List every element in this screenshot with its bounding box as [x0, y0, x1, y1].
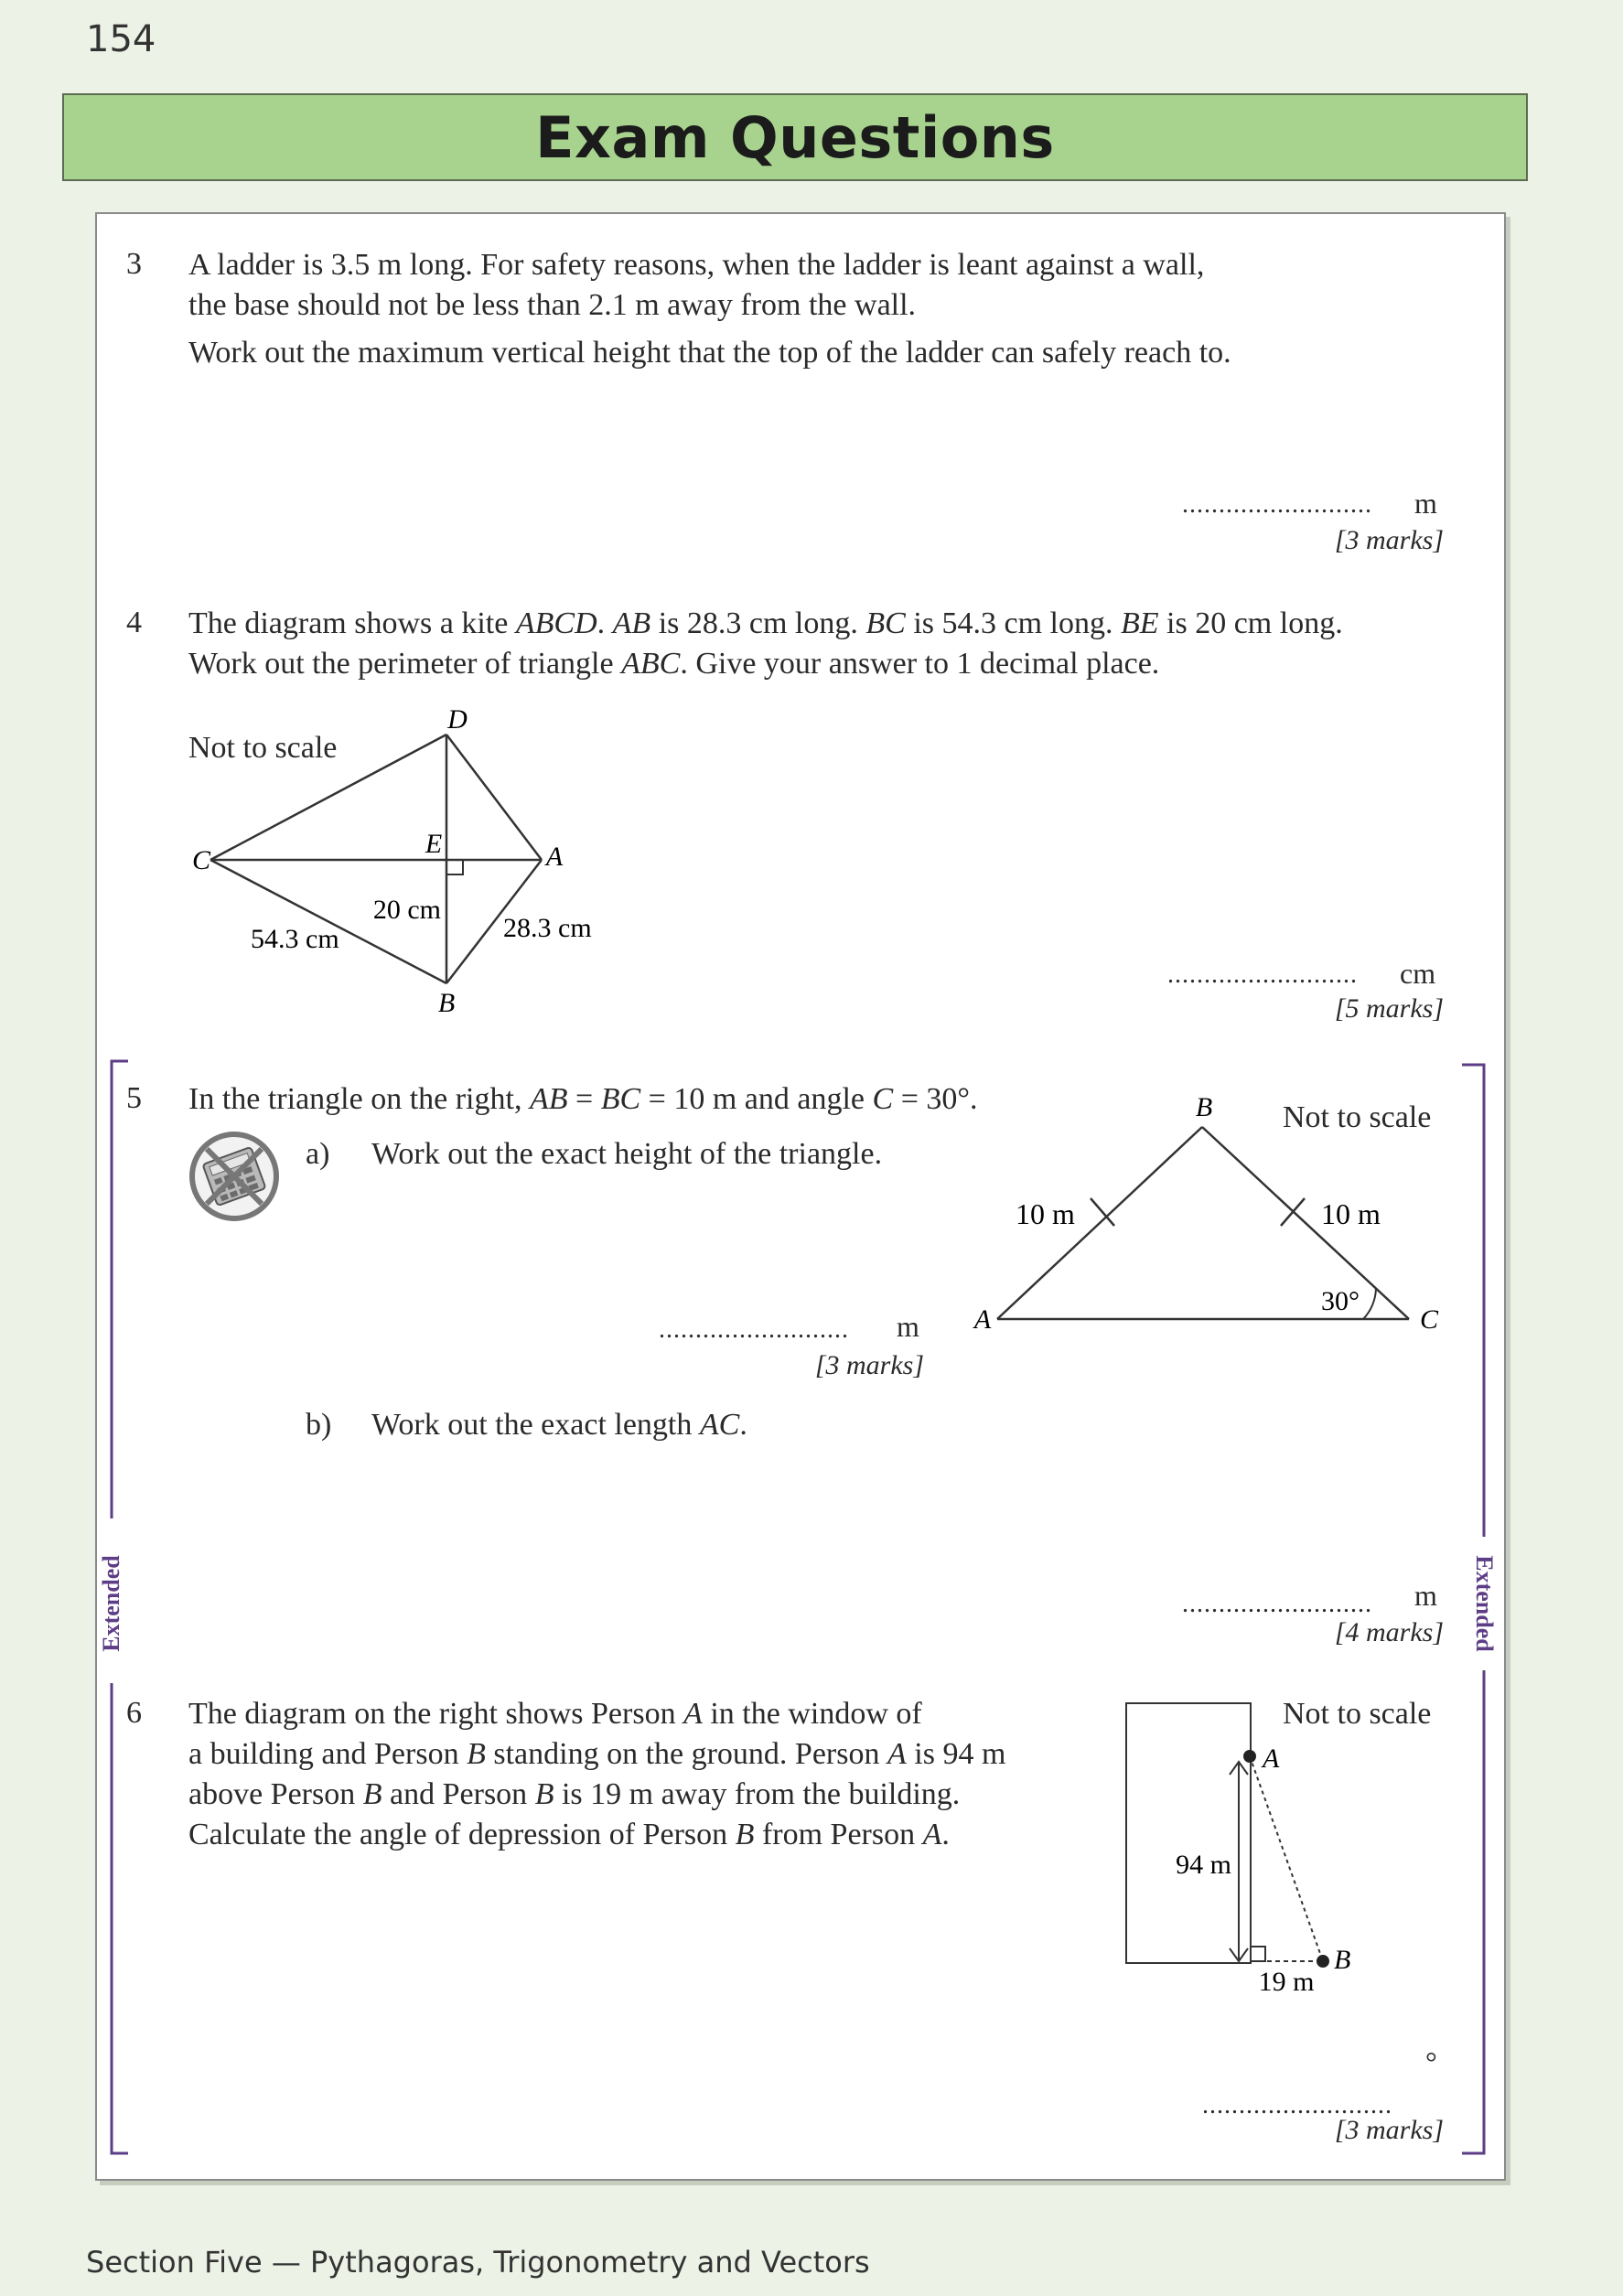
- q4-marks: [5 marks]: [1334, 993, 1444, 1024]
- page-number: 154: [86, 18, 156, 60]
- building-height-label: 94 m: [1176, 1850, 1231, 1880]
- building-distance-label: 19 m: [1258, 1967, 1315, 1997]
- section-banner: [62, 93, 1528, 181]
- kite-edge-cd: [210, 735, 446, 860]
- q6-text-line3: above Person B and Person B is 19 m away from the building.: [188, 1777, 961, 1811]
- q5-not-to-scale: Not to scale: [1283, 1100, 1432, 1134]
- q6-text-line2: a building and Person B standing on the ground. Person A is 94 m: [188, 1737, 1006, 1771]
- kite-label-e: E: [425, 829, 443, 859]
- q5-part-b-label: b): [306, 1408, 332, 1442]
- q5b-answer-line[interactable]: ..........................: [1182, 1590, 1372, 1618]
- q3-text-line3: Work out the maximum vertical height that the top of the ladder can safely reach to.: [188, 336, 1231, 370]
- no-calculator-icon: [187, 1129, 282, 1224]
- triangle-length-ab: 10 m: [1016, 1197, 1075, 1230]
- extended-label-right: Extended: [1471, 1555, 1498, 1652]
- q5-part-b-text: Work out the exact length AC.: [371, 1408, 747, 1442]
- q5-part-a-label: a): [306, 1137, 330, 1171]
- banner-title: Exam Questions: [535, 104, 1055, 171]
- person-a: [1243, 1750, 1256, 1763]
- q6-number: 6: [126, 1696, 142, 1730]
- q4-answer-line[interactable]: ..........................: [1167, 960, 1358, 989]
- building-label-b: B: [1334, 1945, 1351, 1975]
- angle-arc-c: [1363, 1288, 1376, 1319]
- q3-answer-unit: m: [1414, 487, 1437, 520]
- q5a-answer-unit: m: [897, 1310, 919, 1343]
- kite-label-c: C: [191, 845, 211, 875]
- sightline: [1250, 1756, 1323, 1961]
- q3-marks: [3 marks]: [1334, 525, 1444, 555]
- triangle-label-b: B: [1195, 1092, 1213, 1122]
- triangle-angle-c: 30°: [1321, 1286, 1360, 1316]
- footer: Section Five — Pythagoras, Trigonometry and Vectors: [86, 2245, 870, 2280]
- kite-edge-da: [446, 735, 542, 860]
- q4-not-to-scale: Not to scale: [188, 731, 338, 765]
- q6-answer-line[interactable]: ..........................: [1202, 2091, 1392, 2119]
- right-angle-mark: [446, 860, 463, 874]
- q6-marks: [3 marks]: [1334, 2115, 1444, 2145]
- q6-text-line4: Calculate the angle of depression of Person B from Person A.: [188, 1818, 950, 1851]
- q5a-answer-line[interactable]: ..........................: [659, 1315, 849, 1344]
- q4-number: 4: [126, 606, 142, 639]
- q5-number: 5: [126, 1081, 142, 1115]
- right-angle-mark: [1251, 1947, 1265, 1961]
- building-label-a: A: [1263, 1743, 1280, 1774]
- q5-part-a-text: Work out the exact height of the triangle.: [371, 1137, 883, 1171]
- kite-diagram: [174, 695, 650, 1025]
- q5a-marks: [3 marks]: [814, 1350, 924, 1380]
- q3-answer-line[interactable]: ..........................: [1182, 490, 1372, 519]
- kite-label-b: B: [437, 988, 456, 1018]
- kite-length-bc: 54.3 cm: [251, 924, 339, 954]
- building: [1126, 1703, 1251, 1963]
- person-b: [1317, 1955, 1329, 1968]
- q4-text-line2: Work out the perimeter of triangle ABC. Give your answer to 1 decimal place.: [188, 647, 1160, 681]
- q3-text-line2: the base should not be less than 2.1 m away from the wall.: [188, 288, 917, 322]
- extended-label-left: Extended: [98, 1555, 124, 1652]
- q5b-marks: [4 marks]: [1334, 1617, 1444, 1647]
- kite-length-be: 20 cm: [372, 895, 441, 925]
- triangle-label-c: C: [1419, 1304, 1439, 1335]
- q3-number: 3: [126, 247, 142, 281]
- q5-text-line1: In the triangle on the right, AB = BC = 10 m and angle C = 30°.: [188, 1082, 978, 1116]
- kite-label-a: A: [545, 842, 564, 872]
- q4-text-line1: The diagram shows a kite ABCD. AB is 28.3 cm long. BC is 54.3 cm long. BE is 20 cm long.: [188, 606, 1343, 640]
- triangle-label-a: A: [973, 1304, 992, 1335]
- kite-label-d: D: [447, 704, 468, 735]
- q5b-answer-unit: m: [1414, 1579, 1437, 1612]
- q6-text-line1: The diagram on the right shows Person A in the window of: [188, 1697, 922, 1731]
- q6-answer-unit: °: [1425, 2045, 1437, 2078]
- q3-text-line1: A ladder is 3.5 m long. For safety reasons, when the ladder is leant against a wall,: [188, 248, 1205, 282]
- q4-answer-unit: cm: [1400, 957, 1436, 990]
- triangle-length-bc: 10 m: [1321, 1197, 1381, 1230]
- q6-not-to-scale: Not to scale: [1283, 1697, 1432, 1731]
- isosceles-triangle-diagram: [961, 1079, 1455, 1345]
- building-diagram: [1116, 1692, 1354, 2003]
- kite-length-ab: 28.3 cm: [503, 913, 592, 943]
